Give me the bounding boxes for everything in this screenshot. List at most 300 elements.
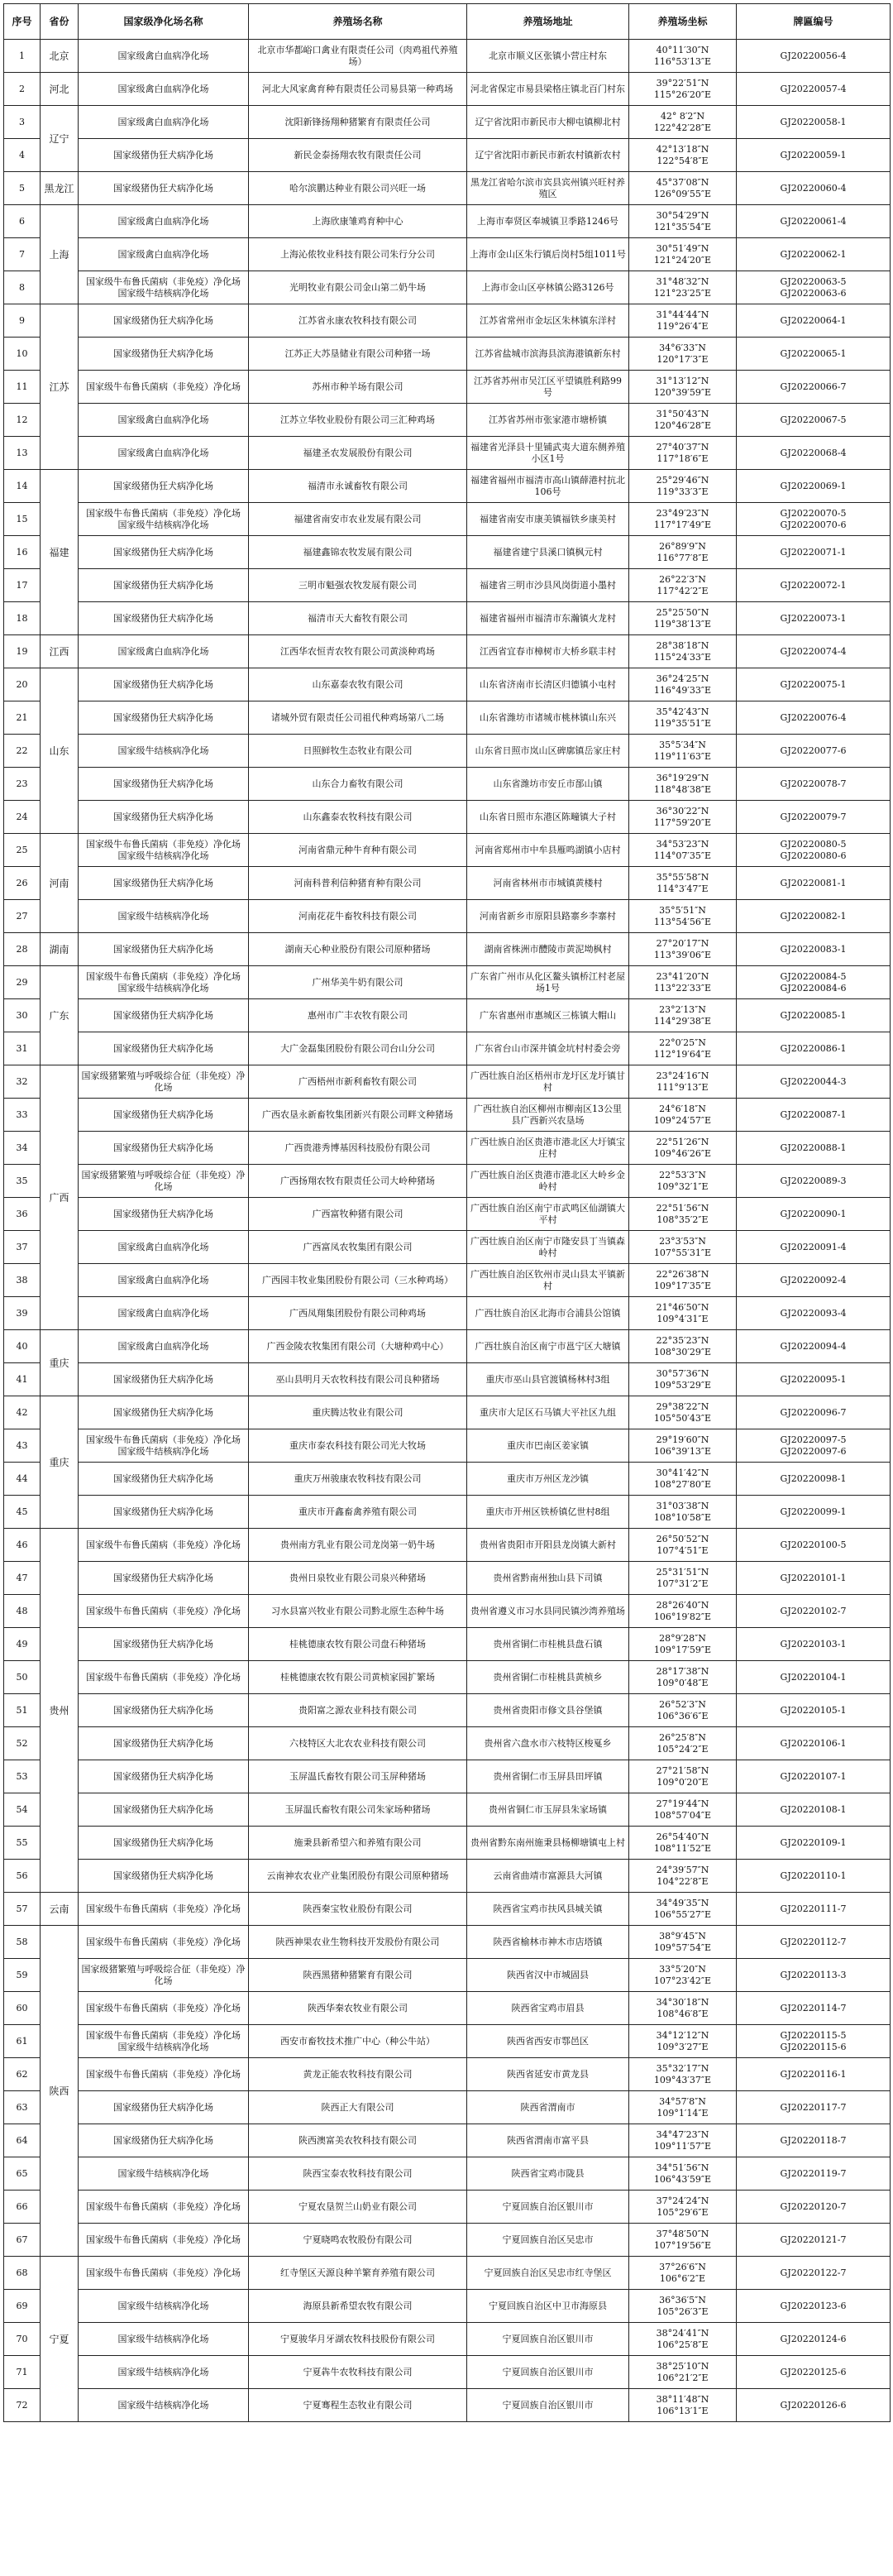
certification-cell: 国家级牛结核病净化场	[79, 2157, 249, 2191]
row-index: 51	[4, 1694, 41, 1727]
certification-cell: 国家级牛布鲁氏菌病（非免疫）净化场	[79, 1893, 249, 1926]
certification-cell: 国家级牛布鲁氏菌病（非免疫）净化场 国家级牛结核病净化场	[79, 2025, 249, 2058]
coordinates-cell: 28°17′38″N 109°0′48″E	[629, 1661, 737, 1694]
plaque-number-cell: GJ20220081-1	[737, 867, 891, 900]
farm-address-cell: 辽宁省沈阳市新民市大柳屯镇柳北村	[467, 106, 629, 139]
row-index: 26	[4, 867, 41, 900]
table-row	[4, 338, 891, 371]
plaque-number-cell: GJ20220106-1	[737, 1727, 891, 1760]
table-row	[4, 801, 891, 834]
farm-address-cell: 上海市金山区朱行镇后岗村5组1011号	[467, 238, 629, 271]
province-cell: 北京	[41, 40, 79, 73]
coordinates-cell: 36°36′5″N 105°26′3″E	[629, 2290, 737, 2323]
province-cell: 宁夏	[41, 2257, 79, 2422]
table-row	[4, 271, 891, 304]
farm-name-cell: 沈阳新锋扬翔种猪繁育有限责任公司	[249, 106, 467, 139]
farm-name-cell: 江苏立华牧业股份有限公司三汇种鸡场	[249, 404, 467, 437]
coordinates-cell: 23°2′13″N 114°29′38″E	[629, 999, 737, 1032]
table-row	[4, 1099, 891, 1132]
farm-address-cell: 福建省福州市福清市高山镇薛港村抗北106号	[467, 470, 629, 503]
row-index: 14	[4, 470, 41, 503]
plaque-number-cell: GJ20220063-5 GJ20220063-6	[737, 271, 891, 304]
province-cell: 重庆	[41, 1396, 79, 1529]
row-index: 21	[4, 701, 41, 735]
farm-address-cell: 广东省惠州市惠城区三栋镇大帽山	[467, 999, 629, 1032]
province-cell: 贵州	[41, 1529, 79, 1893]
farm-name-cell: 广州华美牛奶有限公司	[249, 966, 467, 999]
row-index: 28	[4, 933, 41, 966]
certification-cell: 国家级禽白血病净化场	[79, 404, 249, 437]
coordinates-cell: 34°6′33″N 120°17′3″E	[629, 338, 737, 371]
row-index: 64	[4, 2124, 41, 2157]
row-index: 1	[4, 40, 41, 73]
table-row	[4, 106, 891, 139]
row-index: 39	[4, 1297, 41, 1330]
table-row	[4, 1926, 891, 1959]
coordinates-cell: 27°19′44″N 108°57′04″E	[629, 1793, 737, 1827]
farm-name-cell: 海原县新希望农牧有限公司	[249, 2290, 467, 2323]
province-cell: 江西	[41, 635, 79, 668]
farm-address-cell: 山东省潍坊市安丘市郚山镇	[467, 768, 629, 801]
certification-cell: 国家级猪伪狂犬病净化场	[79, 1727, 249, 1760]
row-index: 55	[4, 1827, 41, 1860]
plaque-number-cell: GJ20220111-7	[737, 1893, 891, 1926]
coordinates-cell: 35°42′43″N 119°35′51″E	[629, 701, 737, 735]
table-row	[4, 2058, 891, 2091]
farm-address-cell: 河北省保定市易县梁格庄镇北百门村东	[467, 73, 629, 106]
plaque-number-cell: GJ20220068-4	[737, 437, 891, 470]
table-row	[4, 1065, 891, 1099]
coordinates-cell: 33°5′20″N 107°23′42″E	[629, 1959, 737, 1992]
plaque-number-cell: GJ20220126-6	[737, 2389, 891, 2422]
certification-cell: 国家级猪伪狂犬病净化场	[79, 668, 249, 701]
province-cell: 重庆	[41, 1330, 79, 1396]
table-row	[4, 999, 891, 1032]
plaque-number-cell: GJ20220112-7	[737, 1926, 891, 1959]
table-row	[4, 701, 891, 735]
coordinates-cell: 22°26′38″N 109°17′35″E	[629, 1264, 737, 1297]
farm-address-cell: 贵州省六盘水市六枝特区梭戛乡	[467, 1727, 629, 1760]
farm-name-cell: 黄龙正能农牧科技有限公司	[249, 2058, 467, 2091]
farm-address-cell: 贵州省铜仁市桂桃县盘石镇	[467, 1628, 629, 1661]
farm-name-cell: 桂桃德康农牧有限公司盘石种猪场	[249, 1628, 467, 1661]
certification-cell: 国家级牛结核病净化场	[79, 2323, 249, 2356]
certification-cell: 国家级猪伪狂犬病净化场	[79, 801, 249, 834]
coordinates-cell: 21°46′50″N 109°4′31″E	[629, 1297, 737, 1330]
plaque-number-cell: GJ20220093-4	[737, 1297, 891, 1330]
table-row	[4, 1363, 891, 1396]
certification-cell: 国家级牛布鲁氏菌病（非免疫）净化场	[79, 1595, 249, 1628]
row-index: 19	[4, 635, 41, 668]
header-province: 省份	[41, 4, 79, 40]
row-index: 20	[4, 668, 41, 701]
certification-cell: 国家级猪伪狂犬病净化场	[79, 1496, 249, 1529]
certification-cell: 国家级禽白血病净化场	[79, 1330, 249, 1363]
farm-address-cell: 广西壮族自治区贵港市港北区大岭乡金岭村	[467, 1165, 629, 1198]
farm-address-cell: 宁夏回族自治区银川市	[467, 2356, 629, 2389]
certification-cell: 国家级猪伪狂犬病净化场	[79, 1694, 249, 1727]
certification-cell: 国家级猪伪狂犬病净化场	[79, 999, 249, 1032]
plaque-number-cell: GJ20220084-5 GJ20220084-6	[737, 966, 891, 999]
farm-name-cell: 上海欣康雏鸡育种中心	[249, 205, 467, 238]
table-row	[4, 371, 891, 404]
farm-address-cell: 广西壮族自治区南宁市邕宁区大塘镇	[467, 1330, 629, 1363]
certification-cell: 国家级牛结核病净化场	[79, 735, 249, 768]
farm-name-cell: 陕西黑猪种猪繁育有限公司	[249, 1959, 467, 1992]
row-index: 59	[4, 1959, 41, 1992]
certification-cell: 国家级猪伪狂犬病净化场	[79, 1628, 249, 1661]
certification-cell: 国家级猪繁殖与呼吸综合征（非免疫）净化场	[79, 1165, 249, 1198]
table-row	[4, 2224, 891, 2257]
farm-name-cell: 广西富凤农牧集团有限公司	[249, 1231, 467, 1264]
table-row	[4, 768, 891, 801]
certification-cell: 国家级猪伪狂犬病净化场	[79, 1562, 249, 1595]
certification-cell: 国家级禽白血病净化场	[79, 238, 249, 271]
farm-address-cell: 黑龙江省哈尔滨市宾县宾州镇兴旺村养殖区	[467, 172, 629, 205]
table-row	[4, 668, 891, 701]
farm-address-cell: 宁夏回族自治区银川市	[467, 2323, 629, 2356]
table-row	[4, 1628, 891, 1661]
plaque-number-cell: GJ20220091-4	[737, 1231, 891, 1264]
coordinates-cell: 23°49′23″N 117°17′49″E	[629, 503, 737, 536]
farm-name-cell: 北京市华都峪口禽业有限责任公司（肉鸡祖代养殖场）	[249, 40, 467, 73]
certification-cell: 国家级猪伪狂犬病净化场	[79, 304, 249, 338]
certification-cell: 国家级猪伪狂犬病净化场	[79, 701, 249, 735]
table-row	[4, 1827, 891, 1860]
table-row	[4, 933, 891, 966]
farm-name-cell: 重庆市开鑫畜禽养殖有限公司	[249, 1496, 467, 1529]
farm-address-cell: 山东省日照市岚山区碑廓镇岳家庄村	[467, 735, 629, 768]
farm-name-cell: 陕西华秦农牧业有限公司	[249, 1992, 467, 2025]
row-index: 12	[4, 404, 41, 437]
row-index: 63	[4, 2091, 41, 2124]
coordinates-cell: 38°9′45″N 109°57′54″E	[629, 1926, 737, 1959]
row-index: 56	[4, 1860, 41, 1893]
plaque-number-cell: GJ20220102-7	[737, 1595, 891, 1628]
plaque-number-cell: GJ20220109-1	[737, 1827, 891, 1860]
farm-address-cell: 广西壮族自治区贵港市港北区大圩镇宝庄村	[467, 1132, 629, 1165]
certification-cell: 国家级猪伪狂犬病净化场	[79, 1198, 249, 1231]
certification-cell: 国家级猪伪狂犬病净化场	[79, 1827, 249, 1860]
table-row	[4, 73, 891, 106]
table-row	[4, 1992, 891, 2025]
table-row	[4, 1396, 891, 1429]
table-row	[4, 2091, 891, 2124]
farm-name-cell: 重庆腾达牧业有限公司	[249, 1396, 467, 1429]
coordinates-cell: 26°54′40″N 108°11′52″E	[629, 1827, 737, 1860]
certification-cell: 国家级牛结核病净化场	[79, 900, 249, 933]
coordinates-cell: 34°47′23″N 109°11′57″E	[629, 2124, 737, 2157]
farm-address-cell: 山东省济南市长清区归德镇小屯村	[467, 668, 629, 701]
coordinates-cell: 30°41′42″N 108°27′80″E	[629, 1463, 737, 1496]
row-index: 35	[4, 1165, 41, 1198]
table-row	[4, 1165, 891, 1198]
farm-address-cell: 广西壮族自治区钦州市灵山县太平镇新村	[467, 1264, 629, 1297]
header-farm-name: 养殖场名称	[249, 4, 467, 40]
plaque-number-cell: GJ20220105-1	[737, 1694, 891, 1727]
certification-cell: 国家级猪伪狂犬病净化场	[79, 1099, 249, 1132]
certification-cell: 国家级牛布鲁氏菌病（非免疫）净化场	[79, 2058, 249, 2091]
row-index: 6	[4, 205, 41, 238]
coordinates-cell: 26°25′8″N 105°24′2″E	[629, 1727, 737, 1760]
farm-name-cell: 河北大风家禽育种有限责任公司易县第一种鸡场	[249, 73, 467, 106]
farm-address-cell: 贵州省铜仁市玉屏县朱家场镇	[467, 1793, 629, 1827]
coordinates-cell: 34°30′18″N 108°46′8″E	[629, 1992, 737, 2025]
plaque-number-cell: GJ20220056-4	[737, 40, 891, 73]
row-index: 70	[4, 2323, 41, 2356]
province-cell: 辽宁	[41, 106, 79, 172]
certification-cell: 国家级禽白血病净化场	[79, 1264, 249, 1297]
certification-cell: 国家级禽白血病净化场	[79, 437, 249, 470]
coordinates-cell: 42° 8′2″N 122°42′28″E	[629, 106, 737, 139]
coordinates-cell: 31°03′38″N 108°10′58″E	[629, 1496, 737, 1529]
table-row	[4, 1297, 891, 1330]
row-index: 52	[4, 1727, 41, 1760]
farm-name-cell: 桂桃德康农牧有限公司黄桢家园扩繁场	[249, 1661, 467, 1694]
row-index: 24	[4, 801, 41, 834]
coordinates-cell: 34°53′23″N 114°07′35″E	[629, 834, 737, 867]
farm-name-cell: 福建省南安市农业发展有限公司	[249, 503, 467, 536]
plaque-number-cell: GJ20220090-1	[737, 1198, 891, 1231]
coordinates-cell: 38°11′48″N 106°13′1″E	[629, 2389, 737, 2422]
farm-name-cell: 西安市畜牧技术推广中心（种公牛站）	[249, 2025, 467, 2058]
farm-address-cell: 宁夏回族自治区吴忠市红寺堡区	[467, 2257, 629, 2290]
plaque-number-cell: GJ20220101-1	[737, 1562, 891, 1595]
coordinates-cell: 22°51′56″N 108°35′2″E	[629, 1198, 737, 1231]
plaque-number-cell: GJ20220097-5 GJ20220097-6	[737, 1429, 891, 1463]
table-row	[4, 834, 891, 867]
row-index: 53	[4, 1760, 41, 1793]
plaque-number-cell: GJ20220114-7	[737, 1992, 891, 2025]
certification-cell: 国家级牛布鲁氏菌病（非免疫）净化场	[79, 1926, 249, 1959]
row-index: 40	[4, 1330, 41, 1363]
coordinates-cell: 36°30′22″N 117°59′20″E	[629, 801, 737, 834]
table-row	[4, 1330, 891, 1363]
farm-address-cell: 江西省宜春市樟树市大桥乡联丰村	[467, 635, 629, 668]
certification-cell: 国家级禽白血病净化场	[79, 205, 249, 238]
coordinates-cell: 42°13′18″N 122°54′8″E	[629, 139, 737, 172]
plaque-number-cell: GJ20220064-1	[737, 304, 891, 338]
coordinates-cell: 24°6′18″N 109°24′57″E	[629, 1099, 737, 1132]
table-row	[4, 2356, 891, 2389]
row-index: 45	[4, 1496, 41, 1529]
row-index: 61	[4, 2025, 41, 2058]
row-index: 29	[4, 966, 41, 999]
farm-name-cell: 福建圣农发展股份有限公司	[249, 437, 467, 470]
table-row	[4, 735, 891, 768]
province-cell: 广西	[41, 1065, 79, 1330]
plaque-number-cell: GJ20220107-1	[737, 1760, 891, 1793]
farm-address-cell: 河南省新乡市原阳县路寨乡李寨村	[467, 900, 629, 933]
farm-name-cell: 陕西澳富美农牧科技有限公司	[249, 2124, 467, 2157]
farm-name-cell: 施秉县新希望六和养殖有限公司	[249, 1827, 467, 1860]
farm-name-cell: 诸城外贸有限责任公司祖代种鸡场第八二场	[249, 701, 467, 735]
table-row	[4, 536, 891, 569]
certification-cell: 国家级猪伪狂犬病净化场	[79, 1760, 249, 1793]
certification-cell: 国家级猪繁殖与呼吸综合征（非免疫）净化场	[79, 1065, 249, 1099]
certification-cell: 国家级猪伪狂犬病净化场	[79, 1363, 249, 1396]
row-index: 47	[4, 1562, 41, 1595]
table-row	[4, 2124, 891, 2157]
certification-cell: 国家级牛布鲁氏菌病（非免疫）净化场 国家级牛结核病净化场	[79, 834, 249, 867]
farm-address-cell: 广西壮族自治区北海市合浦县公馆镇	[467, 1297, 629, 1330]
certification-cell: 国家级猪伪狂犬病净化场	[79, 139, 249, 172]
farm-address-cell: 云南省曲靖市富源县大河镇	[467, 1860, 629, 1893]
farm-address-cell: 山东省潍坊市诸城市桃林镇山东兴	[467, 701, 629, 735]
plaque-number-cell: GJ20220088-1	[737, 1132, 891, 1165]
farm-name-cell: 宁夏犇牛农牧科技有限公司	[249, 2356, 467, 2389]
coordinates-cell: 26°52′3″N 106°36′6″E	[629, 1694, 737, 1727]
coordinates-cell: 28°26′40″N 106°19′82″E	[629, 1595, 737, 1628]
farm-address-cell: 宁夏回族自治区银川市	[467, 2389, 629, 2422]
table-row	[4, 2290, 891, 2323]
farm-address-cell: 福建省福州市福清市东瀚镇火龙村	[467, 602, 629, 635]
row-index: 9	[4, 304, 41, 338]
farm-name-cell: 陕西正大有限公司	[249, 2091, 467, 2124]
row-index: 68	[4, 2257, 41, 2290]
plaque-number-cell: GJ20220124-6	[737, 2323, 891, 2356]
table-row	[4, 304, 891, 338]
certification-cell: 国家级猪伪狂犬病净化场	[79, 2091, 249, 2124]
farm-name-cell: 湖南天心种业股份有限公司原种猪场	[249, 933, 467, 966]
certification-cell: 国家级禽白血病净化场	[79, 635, 249, 668]
table-row	[4, 404, 891, 437]
farm-address-cell: 贵州省遵义市习水县同民镇沙湾养殖场	[467, 1595, 629, 1628]
farm-address-cell: 贵州省贵阳市开阳县龙岗镇大新村	[467, 1529, 629, 1562]
farm-name-cell: 广西金陵农牧集团有限公司（大塘种鸡中心）	[249, 1330, 467, 1363]
farm-address-cell: 陕西省延安市黄龙县	[467, 2058, 629, 2091]
row-index: 71	[4, 2356, 41, 2389]
plaque-number-cell: GJ20220079-7	[737, 801, 891, 834]
coordinates-cell: 31°44′44″N 119°26′4″E	[629, 304, 737, 338]
farm-address-cell: 山东省日照市东港区陈疃镇大子村	[467, 801, 629, 834]
farm-address-cell: 广西壮族自治区南宁市隆安县丁当镇森岭村	[467, 1231, 629, 1264]
plaque-number-cell: GJ20220095-1	[737, 1363, 891, 1396]
header-plaque-number: 牌匾编号	[737, 4, 891, 40]
certification-cell: 国家级牛结核病净化场	[79, 2290, 249, 2323]
farm-name-cell: 福建鑫锦农牧发展有限公司	[249, 536, 467, 569]
header-farm-address: 养殖场地址	[467, 4, 629, 40]
province-cell: 河北	[41, 73, 79, 106]
farm-address-cell: 上海市金山区亭林镇公路3126号	[467, 271, 629, 304]
farm-name-cell: 广西梧州市新利畜牧有限公司	[249, 1065, 467, 1099]
row-index: 65	[4, 2157, 41, 2191]
row-index: 31	[4, 1032, 41, 1065]
plaque-number-cell: GJ20220082-1	[737, 900, 891, 933]
farm-name-cell: 广西园丰牧业集团股份有限公司（三水种鸡场）	[249, 1264, 467, 1297]
row-index: 3	[4, 106, 41, 139]
coordinates-cell: 29°38′22″N 105°50′43″E	[629, 1396, 737, 1429]
plaque-number-cell: GJ20220086-1	[737, 1032, 891, 1065]
row-index: 8	[4, 271, 41, 304]
farm-name-cell: 山东鑫泰农牧科技有限公司	[249, 801, 467, 834]
certification-cell: 国家级猪伪狂犬病净化场	[79, 602, 249, 635]
farm-name-cell: 惠州市广丰农牧有限公司	[249, 999, 467, 1032]
coordinates-cell: 31°13′12″N 120°39′59″E	[629, 371, 737, 404]
row-index: 57	[4, 1893, 41, 1926]
plaque-number-cell: GJ20220074-4	[737, 635, 891, 668]
farm-address-cell: 贵州省铜仁市玉屏县田坪镇	[467, 1760, 629, 1793]
farm-table	[3, 3, 891, 2422]
farm-address-cell: 北京市顺义区张镇小营庄村东	[467, 40, 629, 73]
plaque-number-cell: GJ20220080-5 GJ20220080-6	[737, 834, 891, 867]
plaque-number-cell: GJ20220070-5 GJ20220070-6	[737, 503, 891, 536]
table-row	[4, 1793, 891, 1827]
row-index: 32	[4, 1065, 41, 1099]
farm-name-cell: 三明市魁强农牧发展有限公司	[249, 569, 467, 602]
certification-cell: 国家级猪伪狂犬病净化场	[79, 536, 249, 569]
farm-address-cell: 河南省郑州市中牟县雁鸣湖镇小店村	[467, 834, 629, 867]
row-index: 43	[4, 1429, 41, 1463]
province-cell: 上海	[41, 205, 79, 304]
farm-name-cell: 福清市永诚畜牧有限公司	[249, 470, 467, 503]
row-index: 7	[4, 238, 41, 271]
plaque-number-cell: GJ20220123-6	[737, 2290, 891, 2323]
province-cell: 黑龙江	[41, 172, 79, 205]
row-index: 16	[4, 536, 41, 569]
farm-name-cell: 六枝特区大北农农业科技有限公司	[249, 1727, 467, 1760]
row-index: 10	[4, 338, 41, 371]
certification-cell: 国家级猪伪狂犬病净化场	[79, 1396, 249, 1429]
farm-address-cell: 福建省南安市康美镇福铁乡康美村	[467, 503, 629, 536]
farm-address-cell: 宁夏回族自治区中卫市海原县	[467, 2290, 629, 2323]
farm-name-cell: 玉屏温氏畜牧有限公司玉屏种猪场	[249, 1760, 467, 1793]
farm-name-cell: 山东嘉泰农牧有限公司	[249, 668, 467, 701]
coordinates-cell: 23°3′53″N 107°55′31″E	[629, 1231, 737, 1264]
row-index: 72	[4, 2389, 41, 2422]
plaque-number-cell: GJ20220117-7	[737, 2091, 891, 2124]
plaque-number-cell: GJ20220119-7	[737, 2157, 891, 2191]
certification-cell: 国家级牛布鲁氏菌病（非免疫）净化场	[79, 1661, 249, 1694]
farm-name-cell: 河南花花牛畜牧科技有限公司	[249, 900, 467, 933]
coordinates-cell: 37°26′6″N 106°6′2″E	[629, 2257, 737, 2290]
farm-name-cell: 广西扬翔农牧有限责任公司大岭种猪场	[249, 1165, 467, 1198]
table-row	[4, 1727, 891, 1760]
table-row	[4, 1496, 891, 1529]
table-row	[4, 1760, 891, 1793]
certification-cell: 国家级猪伪狂犬病净化场	[79, 867, 249, 900]
plaque-number-cell: GJ20220120-7	[737, 2191, 891, 2224]
farm-name-cell: 上海沁侬牧业科技有限公司朱行分公司	[249, 238, 467, 271]
farm-address-cell: 辽宁省沈阳市新民市新农村镇新农村	[467, 139, 629, 172]
row-index: 60	[4, 1992, 41, 2025]
coordinates-cell: 37°24′24″N 105°29′6″E	[629, 2191, 737, 2224]
farm-name-cell: 江西华农恒青农牧有限公司黄淡种鸡场	[249, 635, 467, 668]
certification-cell: 国家级牛布鲁氏菌病（非免疫）净化场 国家级牛结核病净化场	[79, 966, 249, 999]
province-cell: 云南	[41, 1893, 79, 1926]
coordinates-cell: 26°22′3″N 117°42′2″E	[629, 569, 737, 602]
coordinates-cell: 31°48′32″N 121°23′25″E	[629, 271, 737, 304]
table-row	[4, 503, 891, 536]
coordinates-cell: 37°48′50″N 107°19′56″E	[629, 2224, 737, 2257]
plaque-number-cell: GJ20220087-1	[737, 1099, 891, 1132]
farm-name-cell: 新民金泰扬翔农牧有限责任公司	[249, 139, 467, 172]
certification-cell: 国家级牛布鲁氏菌病（非免疫）净化场	[79, 1992, 249, 2025]
row-index: 18	[4, 602, 41, 635]
farm-address-cell: 上海市奉贤区奉城镇卫季路1246号	[467, 205, 629, 238]
farm-name-cell: 河南省鼎元种牛育种有限公司	[249, 834, 467, 867]
certification-cell: 国家级牛布鲁氏菌病（非免疫）净化场 国家级牛结核病净化场	[79, 503, 249, 536]
certification-cell: 国家级禽白血病净化场	[79, 1231, 249, 1264]
farm-address-cell: 江苏省常州市金坛区朱林镇东洋村	[467, 304, 629, 338]
plaque-number-cell: GJ20220083-1	[737, 933, 891, 966]
coordinates-cell: 34°57′8″N 109°1′14″E	[629, 2091, 737, 2124]
table-row	[4, 40, 891, 73]
province-cell: 广东	[41, 966, 79, 1065]
table-row	[4, 2025, 891, 2058]
farm-name-cell: 光明牧业有限公司金山第二奶牛场	[249, 271, 467, 304]
row-index: 2	[4, 73, 41, 106]
